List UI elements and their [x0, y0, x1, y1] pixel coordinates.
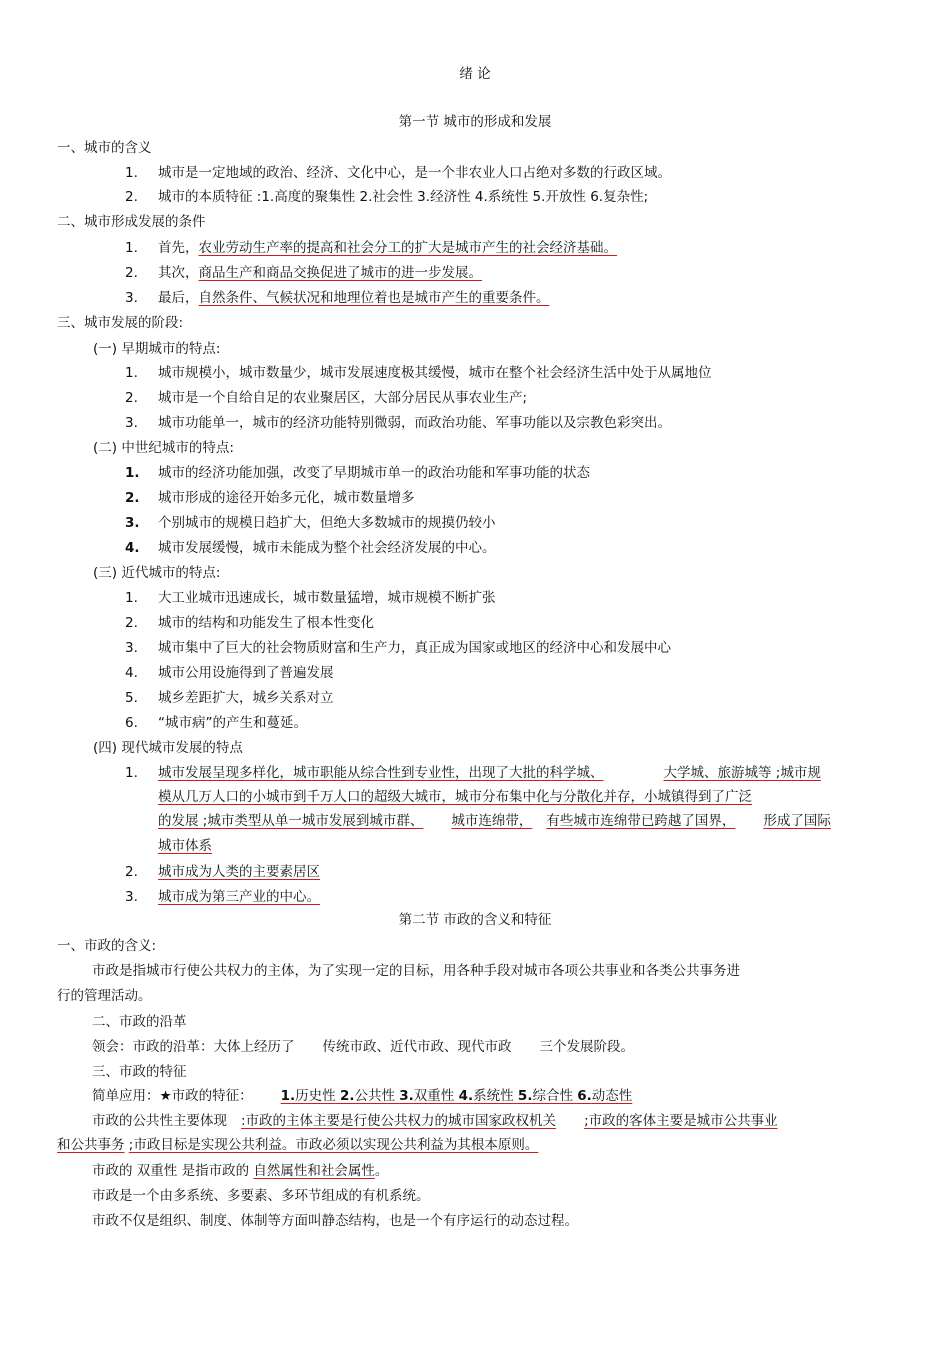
item-number: 1. — [125, 465, 140, 481]
item-number: 3. — [125, 889, 138, 905]
item-number: 6. — [125, 715, 138, 731]
item-number: 2. — [125, 390, 138, 406]
item-number: 2. — [125, 265, 138, 281]
list-item: “城市病”的产生和蔓延。 — [158, 715, 307, 731]
paragraph-line: 和公共事务 ;市政目标是实现公共利益。市政必须以实现公共利益为其根本原则。 — [57, 1137, 539, 1153]
list-item-line: 城市体系 — [158, 838, 212, 854]
list-item: 城市是一定地域的政治、经济、文化中心，是一个非农业人口占绝对多数的行政区域。 — [158, 165, 671, 181]
list-item: 城市成为第三产业的中心。 — [158, 889, 320, 905]
paragraph-line: 市政是指城市行使公共权力的主体，为了实现一定的目标，用各种手段对城市各项公共事业和各类公共事务进 — [92, 963, 740, 979]
heading-municipal-history: 二、市政的沿革 — [92, 1014, 187, 1030]
paragraph-line: 市政的公共性主要体现 :市政的主体主要是行使公共权力的城市国家政权机关 ;市政的客体主要是城市公共事业 — [92, 1113, 778, 1129]
item-number: 3. — [125, 515, 140, 531]
list-item: 城市是一个自给自足的农业聚居区，大部分居民从事农业生产; — [158, 390, 528, 406]
item-number: 3. — [125, 640, 138, 656]
item-number: 5. — [125, 690, 138, 706]
list-item: 首先，农业劳动生产率的提高和社会分工的扩大是城市产生的社会经济基础。 — [158, 240, 617, 256]
item-number: 1. — [125, 165, 138, 181]
item-number: 4. — [125, 665, 138, 681]
item-number: 2. — [125, 864, 138, 880]
list-item: 城市发展缓慢，城市未能成为整个社会经济发展的中心。 — [158, 540, 496, 556]
item-number: 1. — [125, 590, 138, 606]
item-number: 1. — [125, 240, 138, 256]
list-item: 城市功能单一，城市的经济功能特别微弱，而政治功能、军事功能以及宗教色彩突出。 — [158, 415, 671, 431]
item-number: 4. — [125, 540, 140, 556]
doc-title: 绪 论 — [459, 66, 491, 82]
item-number: 3. — [125, 415, 138, 431]
item-number: 1. — [125, 365, 138, 381]
list-item: 最后，自然条件、气候状况和地理位着也是城市产生的重要条件。 — [158, 290, 550, 306]
list-item: 城市规模小，城市数量少，城市发展速度极其缓慢，城市在整个社会经济生活中处于从属地位 — [158, 365, 712, 381]
heading-city-stages: 三、城市发展的阶段: — [57, 315, 184, 331]
item-number: 2. — [125, 615, 138, 631]
item-number: 3. — [125, 290, 138, 306]
list-item: 城市公用设施得到了普遍发展 — [158, 665, 334, 681]
paragraph-line: 领会：市政的沿革：大体上经历了 传统市政、近代市政、现代市政 三个发展阶段。 — [92, 1039, 634, 1055]
heading-municipal-features: 三、市政的特征 — [92, 1064, 187, 1080]
heading-municipal-meaning: 一、市政的含义: — [57, 938, 157, 954]
list-item: 城市的结构和功能发生了根本性变化 — [158, 615, 374, 631]
list-item-line: 模从几万人口的小城市到千万人口的超级大城市，城市分布集中化与分散化并存，小城镇得到了广泛 — [158, 789, 752, 805]
list-item: 城市形成的途径开始多元化，城市数量增多 — [158, 490, 415, 506]
list-item: 大工业城市迅速成长，城市数量猛增，城市规模不断扩张 — [158, 590, 496, 606]
list-item-line: 城市发展呈现多样化，城市职能从综合性到专业性，出现了大批的科学城、 大学城、旅游城等 ;城市规 — [158, 765, 821, 781]
paragraph-line: 市政是一个由多系统、多要素、多环节组成的有机系统。 — [92, 1188, 430, 1204]
item-number: 1. — [125, 765, 138, 781]
subheading-contemporary: (四) 现代城市发展的特点 — [93, 740, 243, 756]
item-number: 2. — [125, 490, 140, 506]
list-item: 城乡差距扩大，城乡关系对立 — [158, 690, 334, 706]
list-item: 城市集中了巨大的社会物质财富和生产力，真正成为国家或地区的经济中心和发展中心 — [158, 640, 671, 656]
paragraph-line: 市政的 双重性 是指市政的 自然属性和社会属性。 — [92, 1163, 389, 1179]
list-item: 个别城市的规模日趋扩大，但绝大多数城市的规摸仍较小 — [158, 515, 496, 531]
list-item: 城市成为人类的主要素居区 — [158, 864, 320, 880]
feature-list-line: 简单应用：★市政的特征： 1.历史性 2.公共性 3.双重性 4.系统性 5.综合性 6.动态性 — [92, 1088, 633, 1104]
list-item: 城市的经济功能加强，改变了早期城市单一的政治功能和军事功能的状态 — [158, 465, 590, 481]
heading-city-meaning: 一、城市的含义 — [57, 140, 152, 156]
heading-city-conditions: 二、城市形成发展的条件 — [57, 214, 206, 230]
list-item: 其次，商品生产和商品交换促进了城市的进一步发展。 — [158, 265, 482, 281]
item-number: 2. — [125, 189, 138, 205]
paragraph-line: 市政不仅是组织、制度、体制等方面叫静态结构，也是一个有序运行的动态过程。 — [92, 1213, 578, 1229]
list-item-line: 的发展 ;城市类型从单一城市发展到城市群、 城市连绵带， 有些城市连绵带已跨越了国界， 形成了国际 — [158, 813, 831, 829]
subheading-medieval: (二) 中世纪城市的特点: — [93, 440, 234, 456]
section1-title: 第一节 城市的形成和发展 — [398, 114, 552, 130]
subheading-early: (一) 早期城市的特点: — [93, 341, 221, 357]
subheading-modern-era: (三) 近代城市的特点: — [93, 565, 221, 581]
paragraph-line: 行的管理活动。 — [57, 988, 152, 1004]
section2-title: 第二节 市政的含义和特征 — [398, 912, 552, 928]
list-item: 城市的本质特征 :1.高度的聚集性 2.社会性 3.经济性 4.系统性 5.开放性 6.复杂性; — [158, 189, 649, 205]
